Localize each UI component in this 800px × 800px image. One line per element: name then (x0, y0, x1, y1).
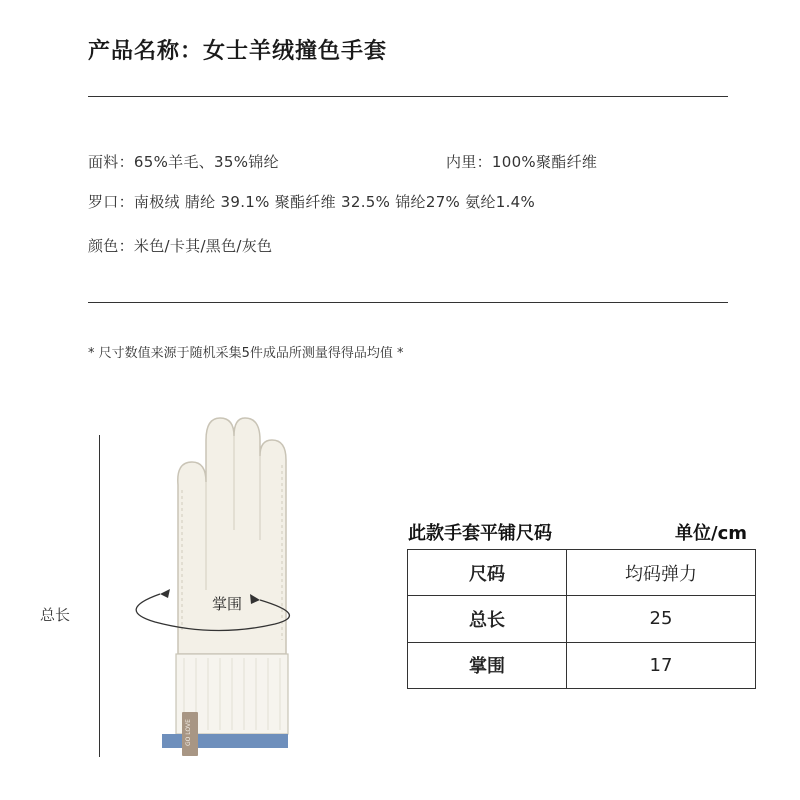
table-row (408, 642, 756, 688)
divider-bottom (88, 302, 728, 303)
spec-cuff: 罗口：南极绒 腈纶 39.1% 聚酯纤维 32.5% 锦纶27% 氨纶1.4% (88, 193, 536, 211)
row-value-palm: 17 (567, 642, 756, 688)
row-label-length: 总长 (408, 596, 567, 642)
row-label-palm: 掌围 (408, 642, 567, 688)
spec-colors: 颜色：米色/卡其/黑色/灰色 (88, 237, 273, 255)
size-table-unit: 单位/cm (675, 523, 747, 544)
total-length-label: 总长 (40, 606, 71, 624)
total-length-line (99, 435, 100, 757)
row-value-size: 均码弹力 (567, 550, 756, 596)
row-value-length: 25 (567, 596, 756, 642)
product-title: 产品名称：女士羊绒撞色手套 (88, 39, 388, 64)
divider-top (88, 96, 728, 97)
glove-body (178, 418, 286, 654)
glove-illustration (120, 410, 320, 760)
table-row (408, 596, 756, 642)
row-label-size: 尺码 (408, 550, 567, 596)
palm-label: 掌围 (212, 595, 243, 613)
spec-fabric: 面料：65%羊毛、35%锦纶 (88, 153, 279, 171)
size-table (407, 549, 756, 689)
cuff-stripe (162, 734, 288, 748)
table-row (408, 550, 756, 596)
spec-lining: 内里：100%聚酯纤维 (446, 153, 598, 171)
size-table-title: 此款手套平铺尺码 (408, 523, 552, 544)
glove-cuff (162, 654, 288, 748)
measurement-note: * 尺寸数值来源于随机采集5件成品所测量得得品均值 * (88, 346, 404, 361)
svg-text:GO LOVE: GO LOVE (185, 719, 192, 746)
